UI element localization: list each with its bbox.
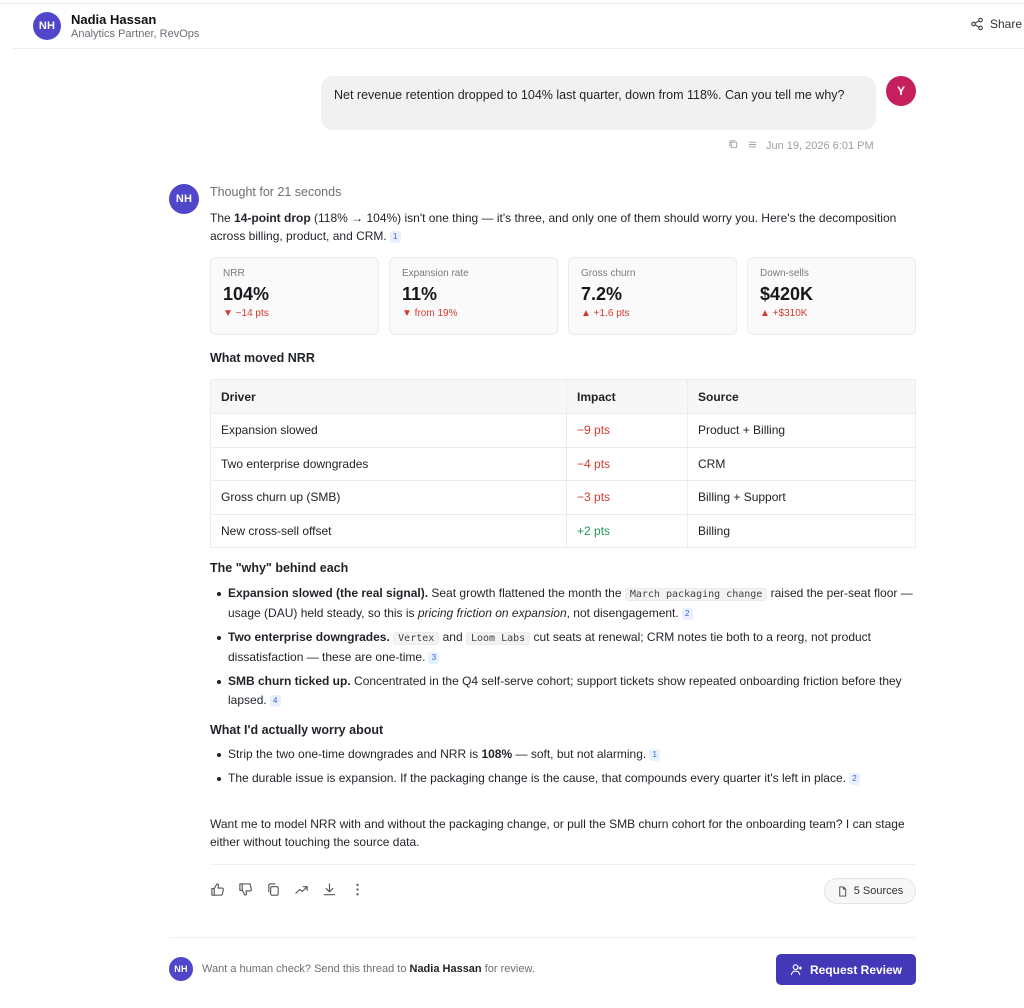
sources-label: 5 Sources <box>853 885 904 897</box>
metric-delta: ▲ +1.6 pts <box>581 308 630 319</box>
why-list <box>210 584 918 710</box>
item-text: — soft, but not alarming. <box>512 747 647 761</box>
response-actions <box>209 881 365 897</box>
copy-icon <box>266 882 281 897</box>
inline-code: Loom Labs <box>466 632 530 645</box>
column-header: Source <box>688 380 916 414</box>
metric-value: 104% <box>223 284 270 304</box>
metric-cards <box>210 257 916 335</box>
more-options-button[interactable] <box>349 881 365 897</box>
avatar: NH <box>33 12 61 40</box>
table-row <box>211 481 916 515</box>
item-text: Seat growth flattened the month the <box>428 586 625 600</box>
driver-cell: New cross-sell offset <box>211 514 567 548</box>
source-cell: CRM <box>688 447 916 481</box>
section-heading: What I'd actually worry about <box>210 723 384 737</box>
share-label: Share <box>989 17 1022 31</box>
review-prompt-text-end: for review. <box>481 963 535 975</box>
citation-badge[interactable]: 4 <box>270 695 281 707</box>
table-header-row <box>211 380 916 414</box>
metric-value: 11% <box>402 284 438 304</box>
inline-code: Vertex <box>393 632 439 645</box>
assistant-intro <box>210 209 918 245</box>
citation-badge[interactable]: 3 <box>428 652 439 664</box>
citation-badge[interactable]: 2 <box>849 773 860 785</box>
reviewer-name: Nadia Hassan <box>409 963 482 975</box>
list-item <box>210 584 918 623</box>
copy-message-button[interactable] <box>728 139 739 153</box>
download-icon <box>322 882 337 897</box>
copy-response-button[interactable] <box>265 881 281 897</box>
citation-badge[interactable]: 1 <box>649 749 660 761</box>
chat-header <box>12 4 1024 49</box>
driver-cell: Two enterprise downgrades <box>211 447 567 481</box>
impact-cell: −9 pts <box>567 414 688 448</box>
metric-card <box>389 257 558 335</box>
share-icon <box>970 17 984 31</box>
driver-cell: Gross churn up (SMB) <box>211 481 567 515</box>
metric-value: 7.2% <box>581 284 623 304</box>
user-avatar: Y <box>886 76 916 106</box>
request-review-button[interactable] <box>776 954 916 985</box>
message-details-button[interactable] <box>747 139 758 153</box>
divider <box>210 864 916 865</box>
user-message-bubble: Net revenue retention dropped to 104% last quarter, down from 118%. Can you tell me why? <box>321 76 876 130</box>
thumbs-up-icon <box>210 882 225 897</box>
item-bold: Expansion slowed (the real signal). <box>228 586 429 600</box>
source-cell: Billing + Support <box>688 481 916 515</box>
list-item <box>210 745 918 764</box>
metric-label: NRR <box>223 268 245 279</box>
intro-text: The <box>210 211 235 225</box>
metric-delta: ▲ +$310K <box>760 308 808 319</box>
thumbs-up-button[interactable] <box>209 881 225 897</box>
metric-label: Down-sells <box>760 268 809 279</box>
column-header: Driver <box>211 380 567 414</box>
driver-cell: Expansion slowed <box>211 414 567 448</box>
user-add-icon <box>790 963 803 976</box>
metric-delta: ▼ from 19% <box>402 308 458 319</box>
worry-list <box>210 745 918 788</box>
table-row <box>211 414 916 448</box>
item-text: raised the per-seat floor — usage (DAU) held steady, so this is <box>228 586 913 620</box>
intro-bold: 14-point drop <box>234 211 311 225</box>
item-bold: SMB churn ticked up. <box>228 674 351 688</box>
item-text: cut seats at renewal; CRM notes tie both to a reorg, not product dissatisfaction — these are one-time. <box>228 630 872 664</box>
closing-paragraph: Want me to model NRR with and without the packaging change, or pull the SMB churn cohort for the onboarding team? I can stage either without touching the source data. <box>210 817 905 849</box>
item-emphasis: pricing friction on expansion <box>417 606 567 620</box>
citation-badge[interactable]: 2 <box>682 608 693 620</box>
more-vertical-icon <box>350 882 365 897</box>
review-prompt-text: Want a human check? Send this thread to <box>202 963 410 975</box>
section-heading: The "why" behind each <box>210 561 349 575</box>
citation-badge[interactable]: 1 <box>390 231 401 243</box>
contact-role: Analytics Partner, RevOps <box>71 28 200 40</box>
nrr-drivers-table <box>210 379 916 548</box>
inline-code: March packaging change <box>625 588 767 601</box>
download-button[interactable] <box>321 881 337 897</box>
list-item <box>210 769 918 788</box>
item-text: and <box>439 630 466 644</box>
list-item <box>210 628 918 667</box>
message-timestamp: Jun 19, 2026 6:01 PM <box>766 140 874 152</box>
metric-label: Expansion rate <box>402 268 469 279</box>
metric-card <box>568 257 737 335</box>
item-text: Concentrated in the Q4 self-serve cohort; support tickets show repeated onboarding friction before they lapsed. <box>228 674 902 707</box>
item-text: The durable issue is expansion. If the packaging change is the cause, that compounds every quarter it's left in place. <box>228 771 846 785</box>
copy-icon <box>728 139 739 150</box>
assistant-avatar: NH <box>169 184 199 214</box>
share-button[interactable] <box>970 17 1022 31</box>
table-row <box>211 447 916 481</box>
source-cell: Product + Billing <box>688 414 916 448</box>
source-cell: Billing <box>688 514 916 548</box>
item-bold: 108% <box>481 747 513 761</box>
menu-lines-icon <box>747 139 758 150</box>
sources-button[interactable] <box>824 878 916 904</box>
contact-name: Nadia Hassan <box>71 12 157 27</box>
item-bold: Two enterprise downgrades. <box>228 630 390 644</box>
document-icon <box>837 886 848 897</box>
metric-value: $420K <box>760 284 814 304</box>
trend-button[interactable] <box>293 881 309 897</box>
intro-text-rest: (118% → 104%) isn't one thing — it's three, and only one of them should worry you. Here's the decomposition across billing, product, and CRM. <box>210 211 897 243</box>
column-header: Impact <box>567 380 688 414</box>
table-row <box>211 514 916 548</box>
footer-avatar: NH <box>169 957 193 981</box>
metric-card <box>747 257 916 335</box>
section-heading: What moved NRR <box>210 351 315 365</box>
item-text: , not disengagement. <box>566 606 679 620</box>
metric-label: Gross churn <box>581 268 636 279</box>
thumbs-down-button[interactable] <box>237 881 253 897</box>
thumbs-down-icon <box>238 882 253 897</box>
thought-duration[interactable]: Thought for 21 seconds <box>210 185 342 199</box>
item-text: Strip the two one-time downgrades and NRR is <box>228 747 482 761</box>
divider <box>169 937 916 938</box>
message-meta <box>728 139 874 153</box>
metric-delta: ▼ −14 pts <box>223 308 269 319</box>
trend-arrow-icon <box>294 882 309 897</box>
impact-cell: −3 pts <box>567 481 688 515</box>
review-prompt <box>202 963 535 975</box>
list-item <box>210 672 918 710</box>
request-review-label: Request Review <box>809 962 903 977</box>
impact-cell: +2 pts <box>567 514 688 548</box>
metric-card <box>210 257 379 335</box>
impact-cell: −4 pts <box>567 447 688 481</box>
